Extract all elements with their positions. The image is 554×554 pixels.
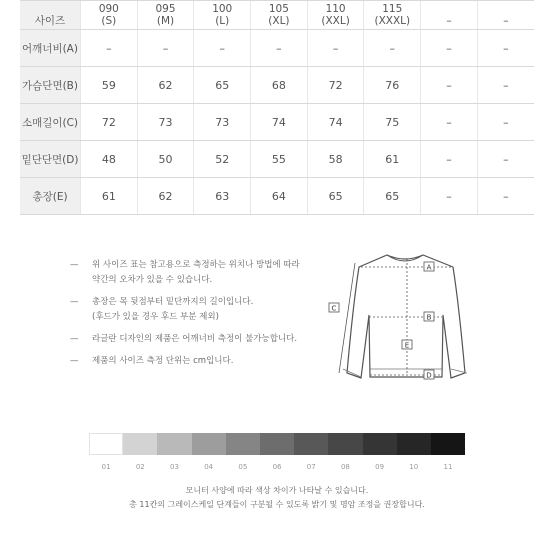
grayscale-swatch: [294, 433, 328, 455]
size-header-cell: –: [421, 1, 478, 30]
grayscale-swatch: [123, 433, 157, 455]
table-cell: 58: [307, 141, 364, 178]
grayscale-swatch: [397, 433, 431, 455]
grayscale-swatch: [328, 433, 362, 455]
table-cell: 52: [194, 141, 251, 178]
footer-note: [0, 484, 554, 512]
table-cell: 61: [81, 178, 138, 215]
size-header-cell: 115 (XXXL): [364, 1, 421, 30]
row-label: 밑단단면(D): [20, 141, 81, 178]
grayscale-label: 10: [409, 463, 419, 471]
grayscale-swatch: [89, 433, 123, 455]
table-cell: 55: [251, 141, 308, 178]
table-row: [20, 141, 534, 178]
grayscale-label: 11: [443, 463, 453, 471]
table-cell: 65: [307, 178, 364, 215]
label-a: A: [426, 263, 432, 272]
grayscale-labels: [89, 463, 465, 471]
size-header-cell: –: [477, 1, 534, 30]
row-label: 가슴단면(B): [20, 67, 81, 104]
note-dash: —: [70, 334, 79, 344]
table-row: [20, 67, 534, 104]
table-cell: –: [421, 104, 478, 141]
grayscale-swatch: [226, 433, 260, 455]
grayscale-label: 03: [170, 463, 179, 471]
grayscale-swatch: [260, 433, 294, 455]
label-c: C: [331, 304, 337, 313]
size-header-cell: 110 (XXL): [307, 1, 364, 30]
note-dash: —: [70, 260, 79, 270]
table-cell: –: [477, 178, 534, 215]
table-cell: 72: [307, 67, 364, 104]
table-row: [20, 178, 534, 215]
grayscale-swatch: [363, 433, 397, 455]
note-line: 제품의 사이즈 측정 단위는 cm입니다.: [92, 356, 234, 366]
grayscale-label: 06: [272, 463, 282, 471]
table-cell: –: [251, 30, 308, 67]
table-cell: 64: [251, 178, 308, 215]
table-cell: –: [477, 30, 534, 67]
note-item: [70, 258, 330, 288]
note-dash: —: [70, 297, 79, 307]
table-row: [20, 104, 534, 141]
note-line: (후드가 있을 경우 후드 부분 제외): [92, 312, 219, 322]
table-cell: 63: [194, 178, 251, 215]
note-line: 총장은 목 뒷점부터 밑단까지의 길이입니다.: [92, 297, 254, 307]
size-header-cell: 105 (XL): [251, 1, 308, 30]
table-cell: 62: [137, 178, 194, 215]
measurement-notes: [70, 258, 330, 376]
table-cell: –: [477, 104, 534, 141]
note-line: 라글란 디자인의 제품은 어깨너비 측정이 불가능합니다.: [92, 334, 298, 344]
table-cell: 62: [137, 67, 194, 104]
table-cell: 74: [251, 104, 308, 141]
note-line: 위 사이즈 표는 참고용으로 측정하는 위치나 방법에 따라: [92, 260, 300, 270]
row-label: 총장(E): [20, 178, 81, 215]
table-cell: –: [421, 141, 478, 178]
grayscale-label: 07: [306, 463, 316, 471]
label-b: B: [426, 313, 432, 322]
grayscale-label: 09: [375, 463, 385, 471]
grayscale-label: 08: [340, 463, 350, 471]
table-cell: –: [421, 178, 478, 215]
table-cell: 61: [364, 141, 421, 178]
size-header-row: [20, 1, 534, 30]
table-cell: –: [194, 30, 251, 67]
table-cell: 72: [81, 104, 138, 141]
grayscale-bar: [89, 433, 465, 455]
table-cell: 65: [194, 67, 251, 104]
note-item: [70, 295, 330, 325]
table-cell: –: [81, 30, 138, 67]
table-cell: 75: [364, 104, 421, 141]
label-e: E: [404, 341, 410, 350]
grayscale-swatch: [431, 433, 465, 455]
table-cell: 59: [81, 67, 138, 104]
table-cell: –: [477, 67, 534, 104]
size-header-cell: 100 (L): [194, 1, 251, 30]
size-header-cell: 090 (S): [81, 1, 138, 30]
footer-line: 모니터 사양에 따라 색상 차이가 나타날 수 있습니다.: [185, 486, 369, 495]
grayscale-swatch: [192, 433, 226, 455]
note-item: [70, 332, 330, 347]
table-cell: –: [421, 67, 478, 104]
grayscale-label: 05: [238, 463, 248, 471]
grayscale-label: 01: [101, 463, 111, 471]
table-cell: 68: [251, 67, 308, 104]
table-cell: 74: [307, 104, 364, 141]
sweatshirt-outline-icon: [325, 245, 485, 390]
note-line: 약간의 오차가 있을 수 있습니다.: [92, 275, 213, 285]
grayscale-swatch: [157, 433, 191, 455]
footer-line: 총 11칸의 그레이스케일 단계들이 구분될 수 있도록 밝기 및 명암 조정을 권장합니다.: [129, 500, 425, 509]
table-cell: –: [307, 30, 364, 67]
row-label: 소매길이(C): [20, 104, 81, 141]
note-dash: —: [70, 356, 79, 366]
table-row: [20, 30, 534, 67]
table-cell: 73: [194, 104, 251, 141]
row-label: 어깨너비(A): [20, 30, 81, 67]
table-cell: –: [477, 141, 534, 178]
table-cell: 50: [137, 141, 194, 178]
grayscale-label: 04: [204, 463, 214, 471]
sweatshirt-measurement-diagram: [325, 245, 485, 390]
size-header-cell: 095 (M): [137, 1, 194, 30]
size-corner-label: 사이즈: [20, 1, 81, 30]
label-d: D: [426, 371, 432, 380]
table-cell: –: [421, 30, 478, 67]
table-cell: 73: [137, 104, 194, 141]
grayscale-label: 02: [135, 463, 145, 471]
size-table: [20, 0, 534, 215]
table-cell: 76: [364, 67, 421, 104]
table-cell: –: [137, 30, 194, 67]
table-cell: 48: [81, 141, 138, 178]
table-cell: 65: [364, 178, 421, 215]
note-item: [70, 354, 330, 369]
table-cell: –: [364, 30, 421, 67]
